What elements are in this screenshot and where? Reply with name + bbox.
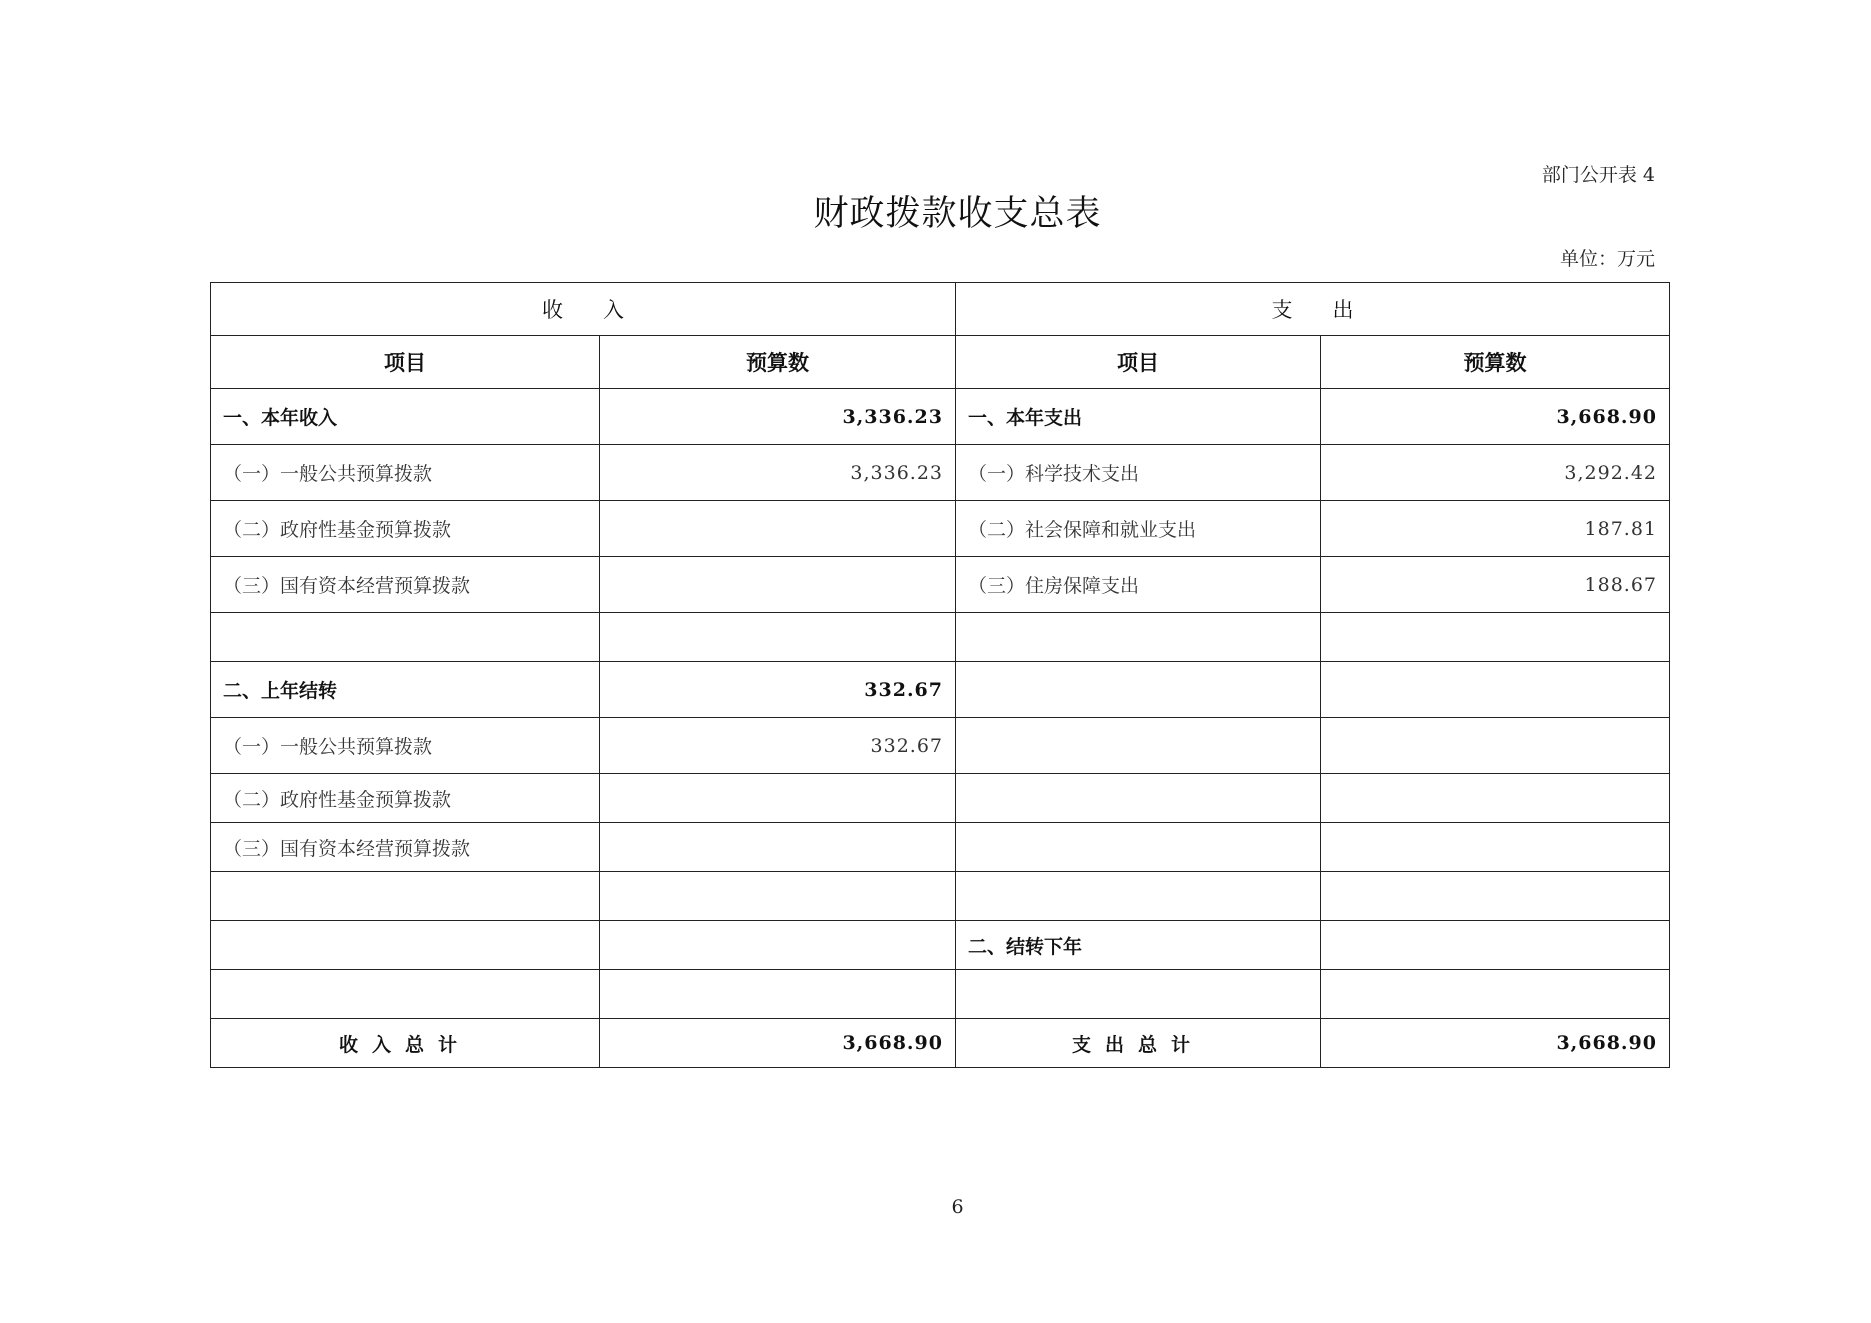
table-row xyxy=(211,872,1670,921)
table-row xyxy=(211,970,1670,1019)
table-row xyxy=(211,718,1670,774)
income-value-cell xyxy=(600,774,956,823)
expense-value-cell xyxy=(1321,613,1670,662)
unit-label: 单位：万元 xyxy=(1559,248,1655,270)
expense-item-cell: （二）社会保障和就业支出 xyxy=(956,501,1321,557)
income-value-cell xyxy=(600,613,956,662)
table-row xyxy=(211,445,1670,501)
expense-total-value: 3,668.90 xyxy=(1321,1019,1670,1068)
expense-item-header: 项目 xyxy=(956,336,1321,389)
income-total-label: 收入总计 xyxy=(211,1019,600,1068)
income-value-cell: 332.67 xyxy=(600,718,956,774)
expense-value-cell xyxy=(1321,823,1670,872)
income-side-header: 收 入 xyxy=(211,283,956,336)
table-row xyxy=(211,613,1670,662)
income-item-cell xyxy=(211,970,600,1019)
income-item-cell: （一）一般公共预算拨款 xyxy=(211,718,600,774)
expense-side-header: 支 出 xyxy=(956,283,1670,336)
income-item-cell: 二、上年结转 xyxy=(211,662,600,718)
expense-value-cell xyxy=(1321,662,1670,718)
form-number: 部门公开表 4 xyxy=(1541,164,1655,186)
income-value-cell xyxy=(600,823,956,872)
income-value-cell xyxy=(600,872,956,921)
expense-value-cell: 188.67 xyxy=(1321,557,1670,613)
expense-value-cell xyxy=(1321,718,1670,774)
income-item-cell xyxy=(211,921,600,970)
page-title: 财政拨款收支总表 xyxy=(813,194,1102,234)
income-budget-header: 预算数 xyxy=(600,336,956,389)
income-value-cell: 3,336.23 xyxy=(600,445,956,501)
table-row xyxy=(211,389,1670,445)
expense-item-cell: （一）科学技术支出 xyxy=(956,445,1321,501)
table-row xyxy=(211,557,1670,613)
income-item-header: 项目 xyxy=(211,336,600,389)
expense-total-label: 支出总计 xyxy=(956,1019,1321,1068)
expense-value-cell xyxy=(1321,970,1670,1019)
income-value-cell xyxy=(600,501,956,557)
expense-item-cell xyxy=(956,970,1321,1019)
budget-table xyxy=(210,282,1670,1068)
expense-value-cell: 187.81 xyxy=(1321,501,1670,557)
income-value-cell xyxy=(600,970,956,1019)
income-item-cell: （三）国有资本经营预算拨款 xyxy=(211,557,600,613)
income-value-cell: 3,336.23 xyxy=(600,389,956,445)
table-row xyxy=(211,921,1670,970)
expense-item-cell xyxy=(956,872,1321,921)
expense-item-cell: 二、结转下年 xyxy=(956,921,1321,970)
table-row xyxy=(211,501,1670,557)
page-number: 6 xyxy=(951,1196,964,1218)
expense-item-cell xyxy=(956,662,1321,718)
income-value-cell: 332.67 xyxy=(600,662,956,718)
table-column-header-row xyxy=(211,336,1670,389)
income-item-cell: （一）一般公共预算拨款 xyxy=(211,445,600,501)
total-row xyxy=(211,1019,1670,1068)
expense-item-cell: 一、本年支出 xyxy=(956,389,1321,445)
income-item-cell: 一、本年收入 xyxy=(211,389,600,445)
expense-item-cell xyxy=(956,823,1321,872)
expense-value-cell: 3,292.42 xyxy=(1321,445,1670,501)
income-item-cell: （二）政府性基金预算拨款 xyxy=(211,501,600,557)
income-value-cell xyxy=(600,557,956,613)
expense-item-cell: （三）住房保障支出 xyxy=(956,557,1321,613)
expense-item-cell xyxy=(956,718,1321,774)
income-item-cell xyxy=(211,872,600,921)
income-value-cell xyxy=(600,921,956,970)
income-item-cell xyxy=(211,613,600,662)
income-total-value: 3,668.90 xyxy=(600,1019,956,1068)
table-row xyxy=(211,662,1670,718)
expense-budget-header: 预算数 xyxy=(1321,336,1670,389)
expense-value-cell xyxy=(1321,921,1670,970)
expense-item-cell xyxy=(956,774,1321,823)
table-side-header-row xyxy=(211,283,1670,336)
expense-value-cell xyxy=(1321,774,1670,823)
table-row xyxy=(211,823,1670,872)
income-item-cell: （三）国有资本经营预算拨款 xyxy=(211,823,600,872)
expense-item-cell xyxy=(956,613,1321,662)
expense-value-cell: 3,668.90 xyxy=(1321,389,1670,445)
income-item-cell: （二）政府性基金预算拨款 xyxy=(211,774,600,823)
table-row xyxy=(211,774,1670,823)
expense-value-cell xyxy=(1321,872,1670,921)
